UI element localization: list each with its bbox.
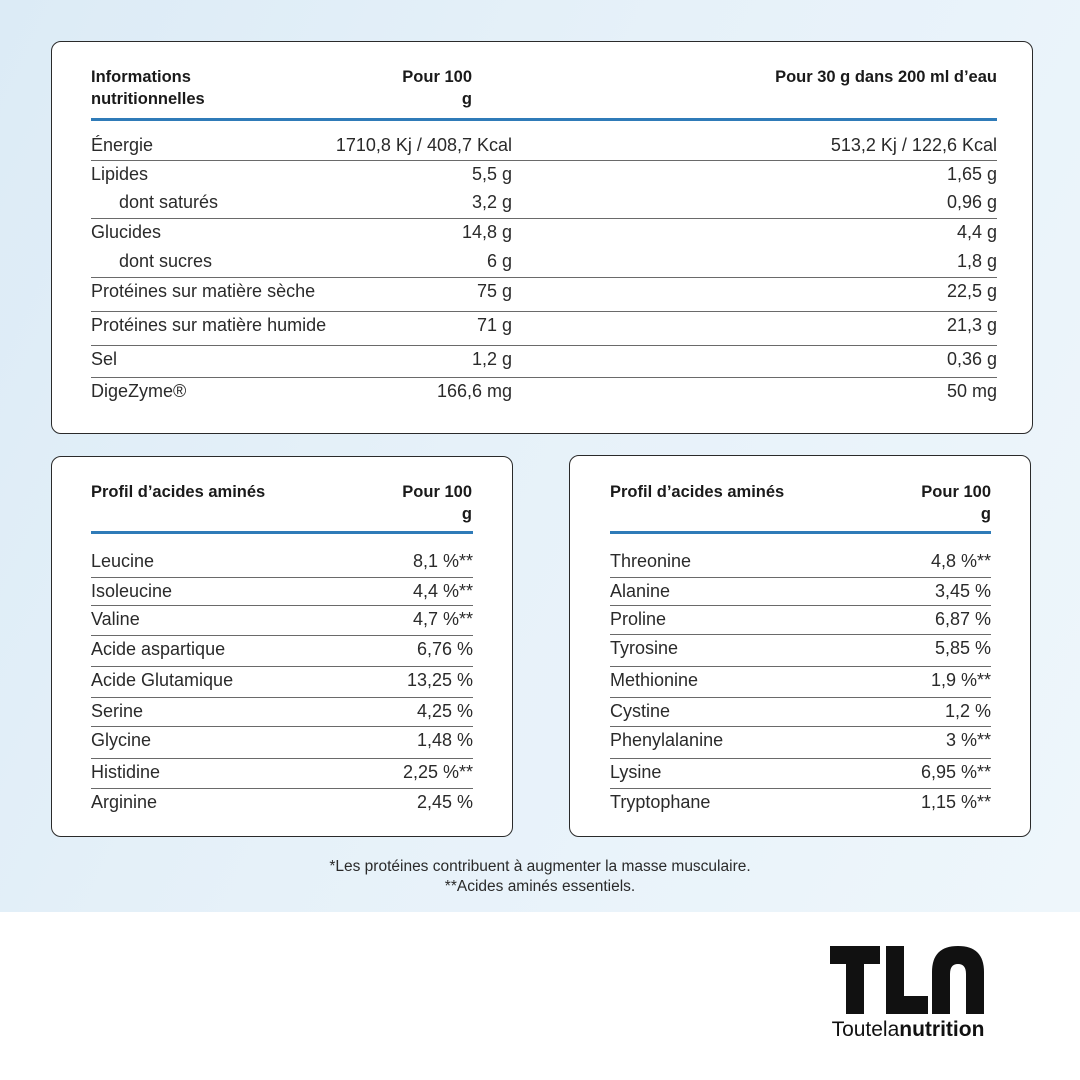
- amino-acid-value: 1,2 %: [944, 701, 991, 721]
- nutrient-label: Protéines sur matière humide: [91, 315, 327, 335]
- amino-row: [91, 697, 473, 727]
- amino-row: [91, 758, 473, 788]
- amino-acid-value: 6,76 %: [416, 639, 473, 659]
- nutrient-label: DigeZyme®: [91, 381, 187, 401]
- amino-row: [610, 577, 991, 607]
- nutrition-row: [91, 188, 997, 218]
- amino-left-header-label: Profil d’acides aminés: [91, 483, 266, 501]
- amino-acid-label: Histidine: [91, 762, 161, 782]
- amino-acid-label: Acide aspartique: [91, 639, 226, 659]
- amino-acid-label: Tyrosine: [610, 638, 679, 658]
- amino-acid-value: 1,15 %**: [920, 792, 991, 812]
- value-per-100g: 1,2 g: [471, 349, 512, 369]
- amino-acid-value: 3,45 %: [934, 581, 991, 601]
- amino-acid-label: Isoleucine: [91, 581, 173, 601]
- amino-acid-label: Valine: [91, 609, 140, 629]
- amino-row: [610, 666, 991, 696]
- value-per-100g: 71 g: [476, 315, 512, 335]
- nutrition-row: [91, 131, 997, 161]
- nutrient-label: dont sucres: [119, 251, 213, 271]
- nutrient-label: Lipides: [91, 164, 149, 184]
- header-accent-rule: [610, 531, 991, 534]
- value-per-100g: 75 g: [476, 281, 512, 301]
- amino-acid-label: Alanine: [610, 581, 671, 601]
- amino-acid-label: Leucine: [91, 551, 155, 571]
- value-per-30g: 0,36 g: [946, 349, 997, 369]
- nutrient-label: Énergie: [91, 135, 154, 155]
- amino-row: [610, 788, 991, 818]
- brand-wordmark: [828, 1018, 988, 1042]
- amino-acid-label: Lysine: [610, 762, 662, 782]
- nutrition-row: [91, 377, 997, 407]
- value-per-100g: 5,5 g: [471, 164, 512, 184]
- nutrient-label: Glucides: [91, 222, 162, 242]
- amino-profile-panel-left: [51, 456, 513, 837]
- amino-row: [610, 634, 991, 664]
- value-per-30g: 1,8 g: [956, 251, 997, 271]
- value-per-100g: 166,6 mg: [436, 381, 512, 401]
- value-per-30g: 21,3 g: [946, 315, 997, 335]
- brand-name-bold: nutrition: [899, 1018, 985, 1041]
- amino-row: [91, 788, 473, 818]
- value-per-100g: 3,2 g: [471, 192, 512, 212]
- value-per-100g: 14,8 g: [461, 222, 512, 242]
- value-per-30g: 513,2 Kj / 122,6 Kcal: [830, 135, 997, 155]
- nutrition-header-col1: Pour 100 g: [402, 68, 472, 108]
- nutrient-label: Sel: [91, 349, 118, 369]
- amino-right-header-value: Pour 100 g: [921, 483, 991, 523]
- amino-row: [91, 577, 473, 607]
- nutrition-header-col2: Pour 30 g dans 200 ml d’eau: [775, 68, 997, 86]
- amino-acid-value: 3 %**: [945, 730, 991, 750]
- value-per-100g: 6 g: [486, 251, 512, 271]
- amino-acid-label: Cystine: [610, 701, 671, 721]
- value-per-100g: 1710,8 Kj / 408,7 Kcal: [335, 135, 512, 155]
- amino-acid-label: Tryptophane: [610, 792, 711, 812]
- amino-row: [610, 697, 991, 727]
- brand-name-light: Toutela: [831, 1018, 900, 1041]
- nutrition-header-label: Informations nutritionnelles: [91, 68, 205, 108]
- nutrition-facts-panel: [51, 41, 1033, 434]
- amino-right-header-label: Profil d’acides aminés: [610, 483, 785, 501]
- amino-acid-value: 4,7 %**: [412, 609, 473, 629]
- footnote-proteins: *Les protéines contribuent à augmenter la masse musculaire.: [329, 858, 751, 875]
- amino-profile-panel-right: [569, 455, 1031, 837]
- nutrition-row: [91, 218, 997, 248]
- amino-row: [91, 726, 473, 756]
- amino-acid-value: 2,25 %**: [402, 762, 473, 782]
- amino-acid-label: Phenylalanine: [610, 730, 724, 750]
- amino-left-header-value: Pour 100 g: [402, 483, 472, 523]
- header-accent-rule: [91, 531, 473, 534]
- amino-acid-label: Serine: [91, 701, 144, 721]
- value-per-30g: 0,96 g: [946, 192, 997, 212]
- amino-row: [91, 605, 473, 635]
- amino-acid-value: 4,4 %**: [412, 581, 473, 601]
- amino-acid-value: 6,95 %**: [920, 762, 991, 782]
- amino-row: [91, 547, 473, 577]
- value-per-30g: 4,4 g: [956, 222, 997, 242]
- amino-row: [91, 635, 473, 665]
- amino-acid-value: 8,1 %**: [412, 551, 473, 571]
- header-accent-rule: [91, 118, 997, 121]
- amino-acid-value: 13,25 %: [406, 670, 473, 690]
- amino-row: [610, 726, 991, 756]
- nutrition-row: [91, 277, 997, 307]
- amino-acid-value: 1,9 %**: [930, 670, 991, 690]
- nutrition-row: [91, 345, 997, 375]
- nutrient-label: dont saturés: [119, 192, 219, 212]
- amino-acid-label: Acide Glutamique: [91, 670, 234, 690]
- amino-acid-label: Proline: [610, 609, 667, 629]
- value-per-30g: 1,65 g: [946, 164, 997, 184]
- amino-acid-value: 5,85 %: [934, 638, 991, 658]
- amino-row: [91, 666, 473, 696]
- amino-acid-label: Methionine: [610, 670, 699, 690]
- amino-acid-label: Glycine: [91, 730, 152, 750]
- amino-acid-value: 1,48 %: [416, 730, 473, 750]
- amino-acid-label: Threonine: [610, 551, 692, 571]
- nutrition-row: [91, 160, 997, 190]
- amino-acid-value: 4,8 %**: [930, 551, 991, 571]
- footnote-essential-amino: **Acides aminés essentiels.: [444, 878, 636, 895]
- amino-row: [610, 605, 991, 635]
- amino-acid-value: 4,25 %: [416, 701, 473, 721]
- nutrition-row: [91, 247, 997, 277]
- amino-row: [610, 547, 991, 577]
- amino-acid-value: 2,45 %: [416, 792, 473, 812]
- nutrient-label: Protéines sur matière sèche: [91, 281, 316, 301]
- amino-acid-label: Arginine: [91, 792, 158, 812]
- value-per-30g: 22,5 g: [946, 281, 997, 301]
- amino-row: [610, 758, 991, 788]
- nutrition-row: [91, 311, 997, 341]
- amino-acid-value: 6,87 %: [934, 609, 991, 629]
- value-per-30g: 50 mg: [946, 381, 997, 401]
